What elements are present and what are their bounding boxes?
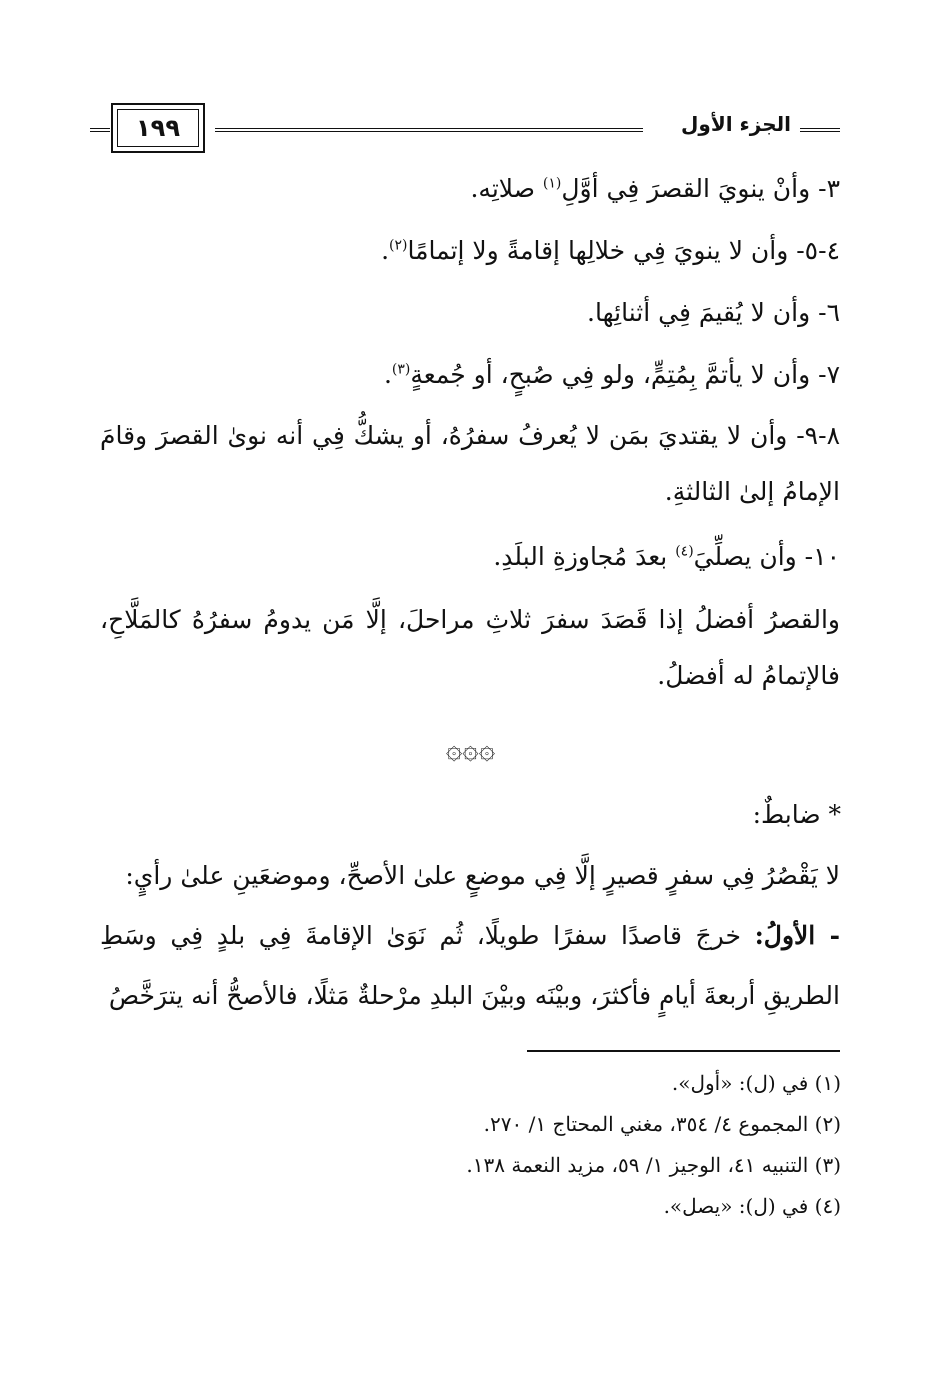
footnote-divider (527, 1050, 840, 1052)
footnote-ref-1[interactable]: (١) (542, 175, 562, 192)
section-heading: * ضابطٌ: (752, 800, 841, 829)
first-label: - الأولُ: (754, 921, 840, 950)
header-rule-edge (800, 128, 840, 132)
condition-7: ٧- وأن لا يأتمَّ بِمُتِمٍّ، ولو فِي صُبحٍ، أو جُمعةٍ$^{(٣)}$. (383, 360, 840, 389)
condition-6: ٦- وأن لا يُقيمَ فِي أثنائِها. (587, 298, 840, 327)
dabit-intro: لا يَقْصُرُ فِي سفرٍ قصيرٍ إلَّا فِي موضعٍ علىٰ الأصحِّ، وموضعَينِ علىٰ رأيٍ: (125, 861, 840, 890)
footnote-ref-3[interactable]: (٣) (391, 361, 411, 378)
condition-3: ٣- وأنْ ينويَ القصرَ فِي أوَّلِ$^{(١)}$ صلاتِه. (470, 174, 840, 203)
footnote-ref-4[interactable]: (٤) (675, 543, 694, 560)
header-rule-right (215, 128, 643, 132)
condition-8-9: ٨-٩- وأن لا يقتديَ بمَن لا يُعرفُ سفرُهُ، أو يشكُّ فِي أنه نوىٰ القصرَ وقامَ الإمامُ إلىٰ الثالثةِ. (100, 421, 840, 506)
page-number-box (111, 103, 205, 153)
footnotes (141, 1063, 841, 1227)
conditions-list (100, 160, 840, 704)
header-rule-left (90, 128, 110, 132)
footnote-ref-2[interactable]: (٢) (389, 237, 408, 254)
separator-ornament: ۞۞۞ (445, 732, 496, 765)
condition-4-5: ٤-٥- وأن لا ينويَ فِي خلالِها إقامةً ولا إتمامًا$^{(٢)}$. (381, 236, 840, 265)
page-number: ١٩٩ (117, 109, 199, 147)
condition-10: ١٠- وأن يصلِّيَ$^{(٤)}$ بعدَ مُجاوزةِ البلَدِ. (493, 542, 840, 571)
footnote-2: (٢) المجموع ٤/ ٣٥٤، مغني المحتاج ١/ ٢٧٠. (483, 1112, 841, 1136)
dabit-section (100, 846, 840, 1026)
footnote-4: (٤) في (ل): «يصل». (663, 1194, 841, 1218)
footnote-3: (٣) التنبيه ٤١، الوجيز ١/ ٥٩، مزيد النعمة ١٣٨. (466, 1153, 841, 1177)
footnote-1: (١) في (ل): «أول». (671, 1071, 841, 1095)
qasr-paragraph: والقصرُ أفضلُ إذا قَصَدَ سفرَ ثلاثِ مراحلَ، إلَّا مَن يدومُ سفرُهُ كالمَلَّاحِ، فالإتمامُ له أفضلُ. (100, 605, 840, 690)
running-title: الجزء الأول (681, 112, 791, 136)
dabit-first: - الأولُ: خرجَ قاصدًا سفرًا طويلًا، ثُم نَوَىٰ الإقامةَ فِي بلدٍ فِي وسَطِ الطريقِ أربعةَ أيامٍ فأكثرَ، وبيْنَه وبيْنَ البلدِ مرْحلةٌ مَثلًا، فالأصحُّ أنه يترَخَّصُ (100, 921, 840, 1010)
